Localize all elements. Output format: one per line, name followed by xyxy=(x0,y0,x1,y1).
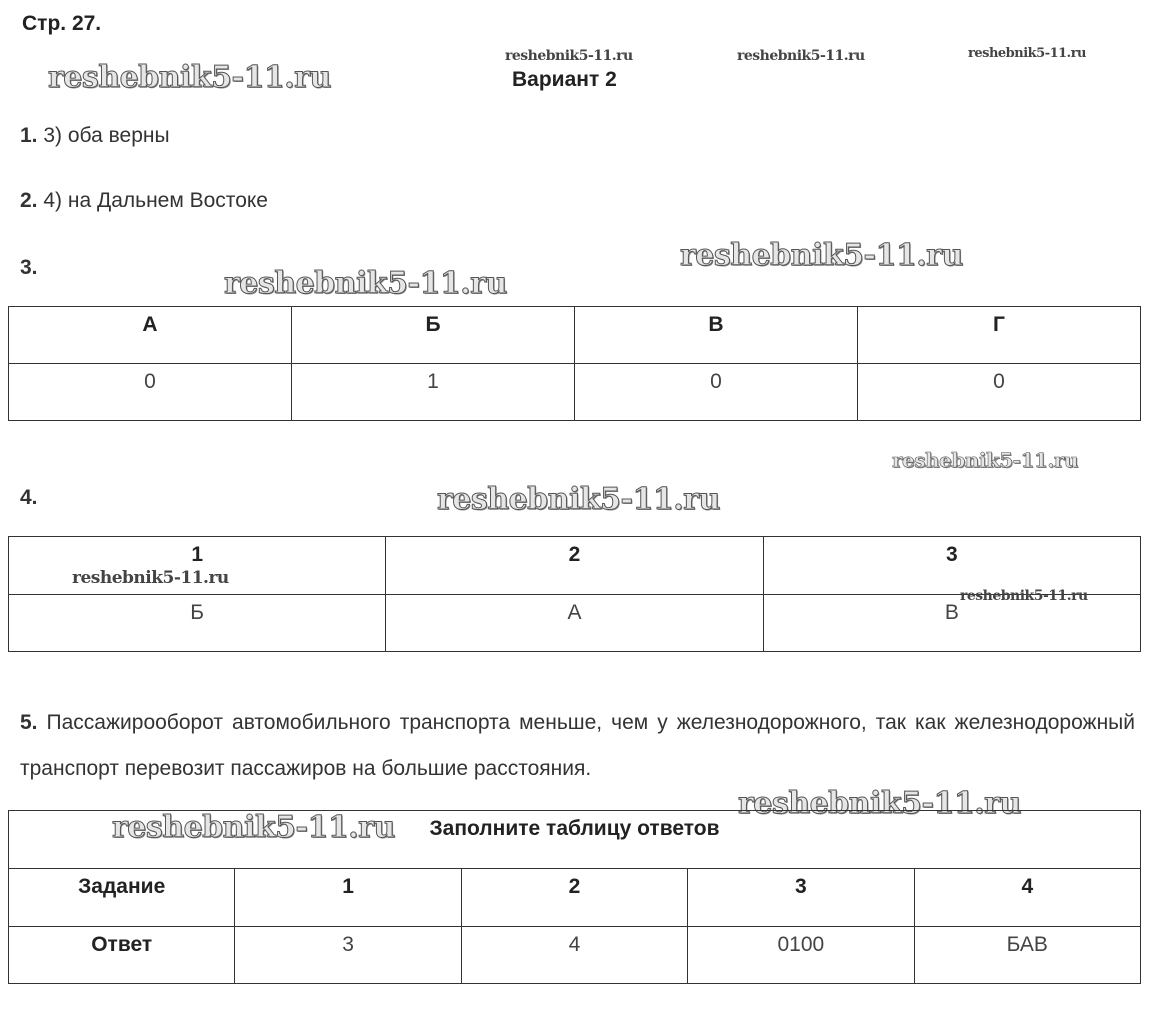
table-cell: 0 xyxy=(575,364,858,421)
watermark: reshebnik5-11.ru xyxy=(72,568,229,588)
question-4-number: 4. xyxy=(20,486,38,509)
question-answer: Пассажирооборот автомобильного транспорта меньше, чем у железнодорожного, так как железнодорожный транспорт перевозит пассажиров на большие расстояния. xyxy=(20,711,1135,780)
question-3-number: 3. xyxy=(20,256,38,279)
q3-table xyxy=(8,306,1141,421)
table-cell: 2 xyxy=(386,537,763,595)
watermark: reshebnik5-11.ru xyxy=(437,482,720,517)
variant-title: Вариант 2 xyxy=(512,68,617,91)
watermark: reshebnik5-11.ru xyxy=(48,60,331,95)
table-cell: В xyxy=(575,307,858,364)
table-cell: В xyxy=(763,595,1140,652)
answers-table-title: Заполните таблицу ответов xyxy=(9,811,1141,869)
table-cell: 4 xyxy=(461,927,687,984)
table-cell: 0100 xyxy=(688,927,914,984)
table-cell: 4 xyxy=(914,869,1140,927)
table-header-row xyxy=(9,307,1141,364)
question-1 xyxy=(20,124,170,148)
watermark: reshebnik5-11.ru xyxy=(960,588,1088,604)
table-cell: 1 xyxy=(9,537,386,595)
table-cell: 1 xyxy=(235,869,461,927)
watermark: reshebnik5-11.ru xyxy=(892,448,1078,472)
table-cell: 1 xyxy=(292,364,575,421)
page-number: Стр. 27. xyxy=(22,12,102,35)
answers-answer-row xyxy=(9,927,1141,984)
table-cell: 0 xyxy=(9,364,292,421)
watermark: reshebnik5-11.ru xyxy=(112,810,395,845)
question-number: 2. xyxy=(20,189,38,212)
watermark: reshebnik5-11.ru xyxy=(968,46,1087,61)
question-number: 1. xyxy=(20,124,38,147)
question-answer: 4) на Дальнем Востоке xyxy=(43,189,268,212)
question-answer: 3) оба верны xyxy=(43,124,170,147)
table-row xyxy=(9,364,1141,421)
question-2 xyxy=(20,189,268,213)
table-cell: Б xyxy=(9,595,386,652)
table-cell: 3 xyxy=(763,537,1140,595)
table-cell: А xyxy=(386,595,763,652)
row-label: Ответ xyxy=(9,927,235,984)
table-cell: 2 xyxy=(461,869,687,927)
answers-task-row xyxy=(9,869,1141,927)
watermark: reshebnik5-11.ru xyxy=(737,48,865,64)
table-cell: БАВ xyxy=(914,927,1140,984)
row-label: Задание xyxy=(9,869,235,927)
question-number: 5. xyxy=(20,711,38,734)
watermark: reshebnik5-11.ru xyxy=(680,238,963,273)
table-cell: 3 xyxy=(235,927,461,984)
watermark: reshebnik5-11.ru xyxy=(505,48,633,64)
table-cell: 3 xyxy=(688,869,914,927)
table-cell: Г xyxy=(858,307,1141,364)
question-5 xyxy=(20,700,1135,792)
table-cell: Б xyxy=(292,307,575,364)
watermark: reshebnik5-11.ru xyxy=(738,786,1021,821)
table-cell: А xyxy=(9,307,292,364)
table-cell: 0 xyxy=(858,364,1141,421)
watermark: reshebnik5-11.ru xyxy=(224,266,507,301)
